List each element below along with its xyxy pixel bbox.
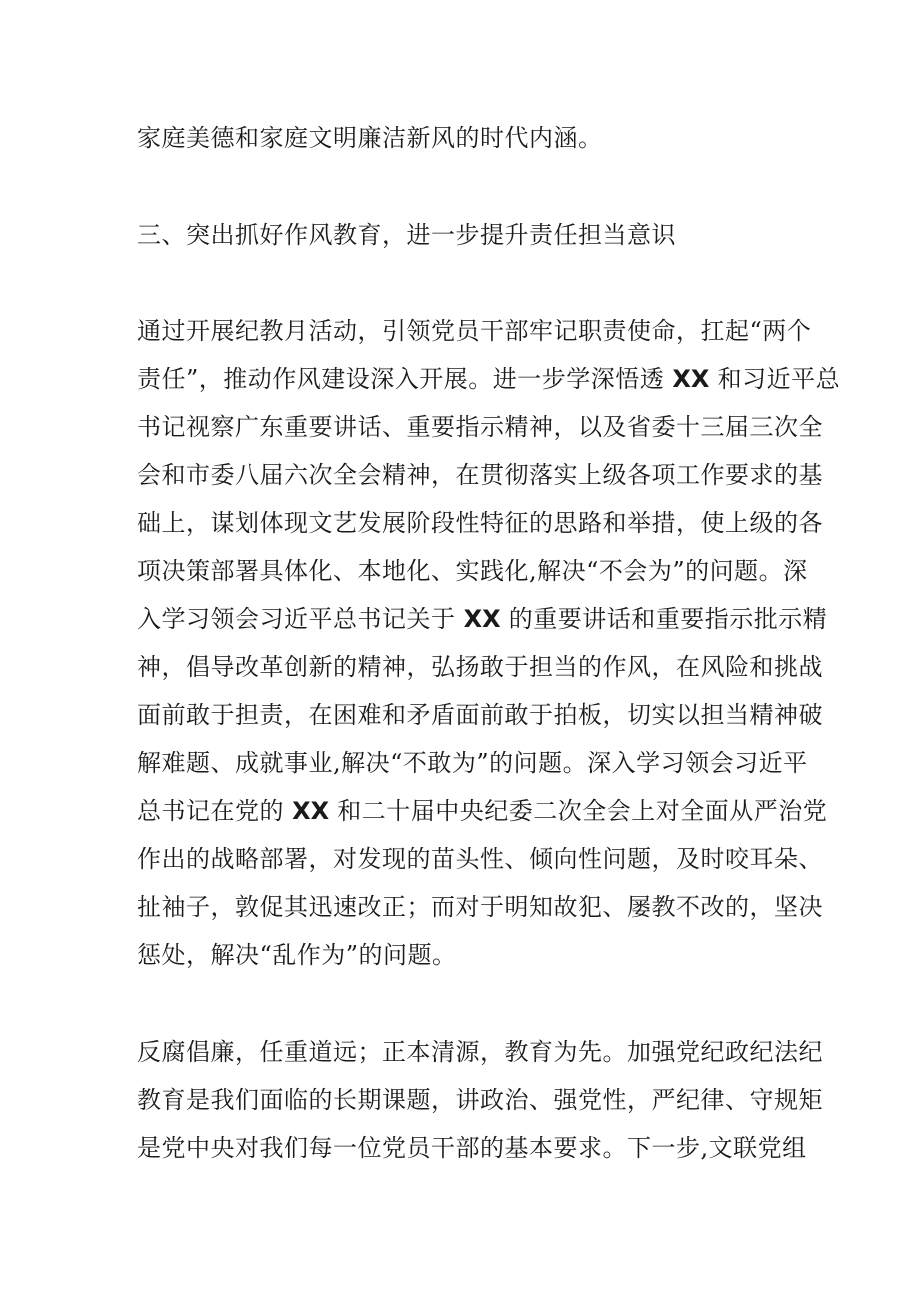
paragraph-line: 作出的战略部署，对发现的苗头性、倾向性问题，及时咬耳朵、 — [137, 845, 823, 873]
text-run: 总书记在党的 — [137, 797, 284, 825]
paragraph-line: 惩处，解决“乱作为”的问题。 — [137, 941, 457, 969]
paragraph-line: 会和市委八届六次全会精神，在贯彻落实上级各项工作要求的基 — [137, 461, 823, 489]
paragraph-line — [137, 794, 828, 828]
paragraph-line: 是党中央对我们每一位党员干部的基本要求。下一步,文联党组 — [137, 1134, 807, 1162]
paragraph-line: 解难题、成就事业,解决“不敢为”的问题。深入学习领会习近平 — [137, 749, 808, 777]
paragraph-line: 面前敢于担责，在困难和矛盾面前敢于拍板，切实以担当精神破 — [137, 701, 823, 729]
section-heading: 三、突出抓好作风教育，进一步提升责任担当意识 — [137, 221, 676, 249]
text-run: 和二十届中央纪委二次全会上对全面从严治党 — [337, 797, 828, 825]
text-run: 入学习领会习近平总书记关于 — [137, 605, 456, 633]
paragraph-tail-line: 家庭美德和家庭文明廉洁新风的时代内涵。 — [137, 124, 603, 152]
placeholder-xx: XX — [292, 797, 330, 825]
paragraph-line: 神，倡导改革创新的精神，弘扬敢于担当的作风，在风险和挑战 — [137, 653, 823, 681]
paragraph-line: 扯袖子，敦促其迅速改正；而对于明知故犯、屡教不改的，坚决 — [137, 893, 823, 921]
paragraph-line: 反腐倡廉，任重道远；正本清源，教育为先。加强党纪政纪法纪 — [137, 1038, 823, 1066]
paragraph-line — [137, 602, 828, 636]
text-run: 责任”，推动作风建设深入开展。进一步学深悟透 — [137, 365, 665, 393]
paragraph-line: 书记视察广东重要讲话、重要指示精神，以及省委十三届三次全 — [137, 413, 823, 441]
paragraph-line: 通过开展纪教月活动，引领党员干部牢记职责使命，扛起“两个 — [137, 317, 812, 345]
placeholder-xx: XX — [672, 365, 710, 393]
paragraph-line: 项决策部署具体化、本地化、实践化,解决“不会为”的问题。深 — [137, 557, 808, 585]
text-run: 和习近平总 — [717, 365, 841, 393]
placeholder-xx: XX — [463, 605, 501, 633]
text-run: 的重要讲话和重要指示批示精 — [508, 605, 828, 633]
paragraph-line — [137, 362, 841, 396]
paragraph-line: 础上，谋划体现文艺发展阶段性特征的思路和举措，使上级的各 — [137, 509, 823, 537]
paragraph-line: 教育是我们面临的长期课题，讲政治、强党性，严纪律、守规矩 — [137, 1086, 823, 1114]
